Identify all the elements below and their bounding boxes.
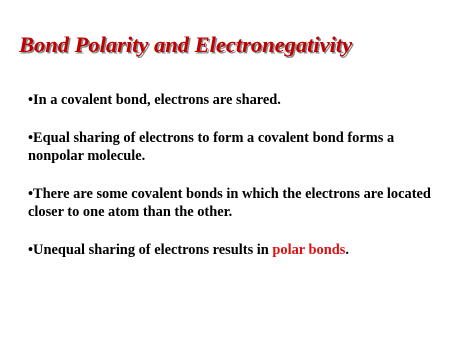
bullet-text: In a covalent bond, electrons are shared. — [33, 92, 281, 108]
highlight-term: polar bonds — [272, 242, 346, 258]
bullet-text: Equal sharing of electrons to form a covalent bond forms a nonpolar molecule. — [28, 130, 395, 164]
bullet-mark: • — [28, 186, 34, 202]
bullet-text-end: . — [345, 242, 349, 258]
bullet-text: Unequal sharing of electrons results in — [33, 242, 273, 258]
bullet-mark: • — [28, 92, 34, 108]
bullet-list — [28, 91, 438, 279]
bullet-text: There are some covalent bonds in which the electrons are located closer to one atom than the other. — [28, 186, 431, 220]
bullet-item — [28, 185, 438, 221]
bullet-item — [28, 129, 438, 165]
slide-title: Bond Polarity and Electronegativity — [19, 32, 353, 57]
bullet-mark: • — [28, 242, 34, 258]
bullet-item — [28, 241, 438, 259]
bullet-item — [28, 91, 438, 109]
bullet-mark: • — [28, 130, 34, 146]
